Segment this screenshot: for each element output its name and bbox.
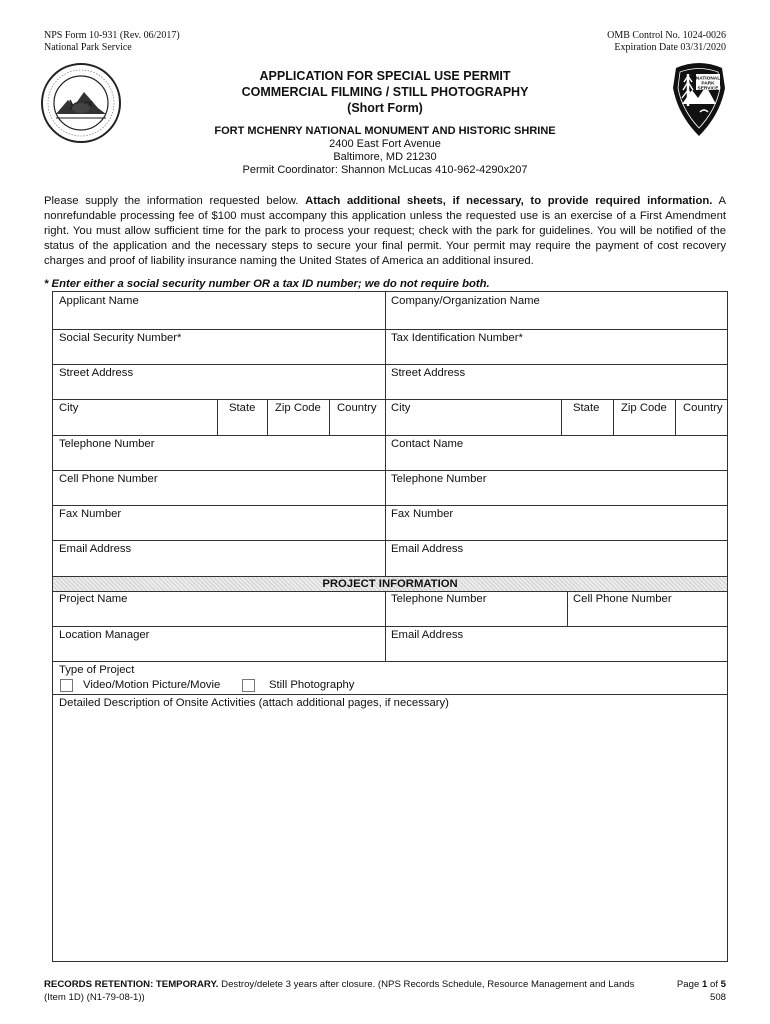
svg-text:SERVICE: SERVICE <box>697 86 719 92</box>
video-option-label: Video/Motion Picture/Movie <box>83 679 221 691</box>
company-street-field[interactable]: Street Address <box>391 367 466 379</box>
omb-info <box>607 30 726 54</box>
description-label: Detailed Description of Onsite Activities (attach additional pages, if necessary) <box>59 697 449 709</box>
project-name-field[interactable]: Project Name <box>59 593 128 605</box>
company-city-field[interactable]: City <box>391 402 411 414</box>
park-info <box>100 125 670 177</box>
retention-text: Destroy/delete 3 years after closure. (NPS Records Schedule, Resource Management and Lands (Item 1D) (N1-79-08-1)) <box>44 979 635 1003</box>
agency-name: National Park Service <box>44 42 132 53</box>
intro-text-1: Please supply the information requested below. <box>44 195 299 207</box>
company-name-field[interactable]: Company/Organization Name <box>391 295 540 307</box>
expiration-date: Expiration Date 03/31/2020 <box>614 42 726 53</box>
form-title <box>150 68 620 116</box>
company-tax-id-field[interactable]: Tax Identification Number* <box>391 332 523 344</box>
project-telephone-field[interactable]: Telephone Number <box>391 593 487 605</box>
applicant-zip-field[interactable]: Zip Code <box>275 402 321 414</box>
applicant-city-field[interactable]: City <box>59 402 79 414</box>
park-name: FORT MCHENRY NATIONAL MONUMENT AND HISTORIC SHRINE <box>214 125 556 137</box>
company-zip-field[interactable]: Zip Code <box>621 402 667 414</box>
applicant-email-field[interactable]: Email Address <box>59 543 132 555</box>
company-country-field[interactable]: Country <box>683 402 723 414</box>
form-number: NPS Form 10-931 (Rev. 06/2017) <box>44 30 180 41</box>
company-state-field[interactable]: State <box>573 402 600 414</box>
location-manager-field[interactable]: Location Manager <box>59 629 150 641</box>
video-checkbox[interactable] <box>60 679 73 692</box>
omb-control-number: OMB Control No. 1024-0026 <box>607 30 726 41</box>
ssn-note: * Enter either a social security number OR a tax ID number; we do not require both. <box>44 278 490 290</box>
svg-text:PARK: PARK <box>701 81 715 87</box>
company-email-field[interactable]: Email Address <box>391 543 464 555</box>
intro-paragraph <box>44 194 726 269</box>
park-street: 2400 East Fort Avenue <box>329 138 441 150</box>
company-telephone-field[interactable]: Telephone Number <box>391 473 487 485</box>
intro-bold-text: Attach additional sheets, if necessary, to provide required information. <box>305 195 713 207</box>
form-identifier <box>44 30 180 54</box>
park-coordinator: Permit Coordinator: Shannon McLucas 410-962-4290x207 <box>242 164 528 176</box>
retention-label: RECORDS RETENTION: TEMPORARY. <box>44 979 219 990</box>
project-section-header: PROJECT INFORMATION <box>53 576 727 592</box>
records-retention <box>44 978 654 1004</box>
still-photography-checkbox[interactable] <box>242 679 255 692</box>
application-form <box>52 291 728 962</box>
company-contact-field[interactable]: Contact Name <box>391 438 464 450</box>
page-info <box>677 978 726 1004</box>
project-email-field[interactable]: Email Address <box>391 629 464 641</box>
applicant-country-field[interactable]: Country <box>337 402 377 414</box>
applicant-telephone-field[interactable]: Telephone Number <box>59 438 155 450</box>
applicant-cell-field[interactable]: Cell Phone Number <box>59 473 158 485</box>
form-code: 508 <box>709 992 726 1003</box>
description-textarea[interactable] <box>53 712 727 960</box>
intro-text-2: A nonrefundable processing fee of $100 must accompany this application unless the requested use is an exercise of a First Amendment right. You must allow sufficient time for the park to process your request; check with the park for guidelines. You will be notified of the status of the application and the necessary steps to secure your final permit. Your permit may require the payment of cost recovery charges and proof of liability insurance naming the United States of America an additional insured. <box>44 195 727 267</box>
title-line-2: COMMERCIAL FILMING / STILL PHOTOGRAPHY <box>241 85 529 99</box>
svg-text:NATIONAL: NATIONAL <box>695 76 721 82</box>
applicant-street-field[interactable]: Street Address <box>59 367 134 379</box>
company-fax-field[interactable]: Fax Number <box>391 508 454 520</box>
project-cell-field[interactable]: Cell Phone Number <box>573 593 672 605</box>
applicant-ssn-field[interactable]: Social Security Number* <box>59 332 182 344</box>
park-city: Baltimore, MD 21230 <box>333 151 437 163</box>
page-number: Page 1 of 5 <box>676 979 726 990</box>
applicant-name-field[interactable]: Applicant Name <box>59 295 139 307</box>
still-option-label: Still Photography <box>269 679 355 691</box>
nps-arrowhead-icon <box>670 60 728 138</box>
applicant-state-field[interactable]: State <box>229 402 256 414</box>
type-of-project-label: Type of Project <box>59 664 135 676</box>
title-line-1: APPLICATION FOR SPECIAL USE PERMIT <box>259 69 511 83</box>
applicant-fax-field[interactable]: Fax Number <box>59 508 122 520</box>
title-line-3: (Short Form) <box>347 101 423 115</box>
